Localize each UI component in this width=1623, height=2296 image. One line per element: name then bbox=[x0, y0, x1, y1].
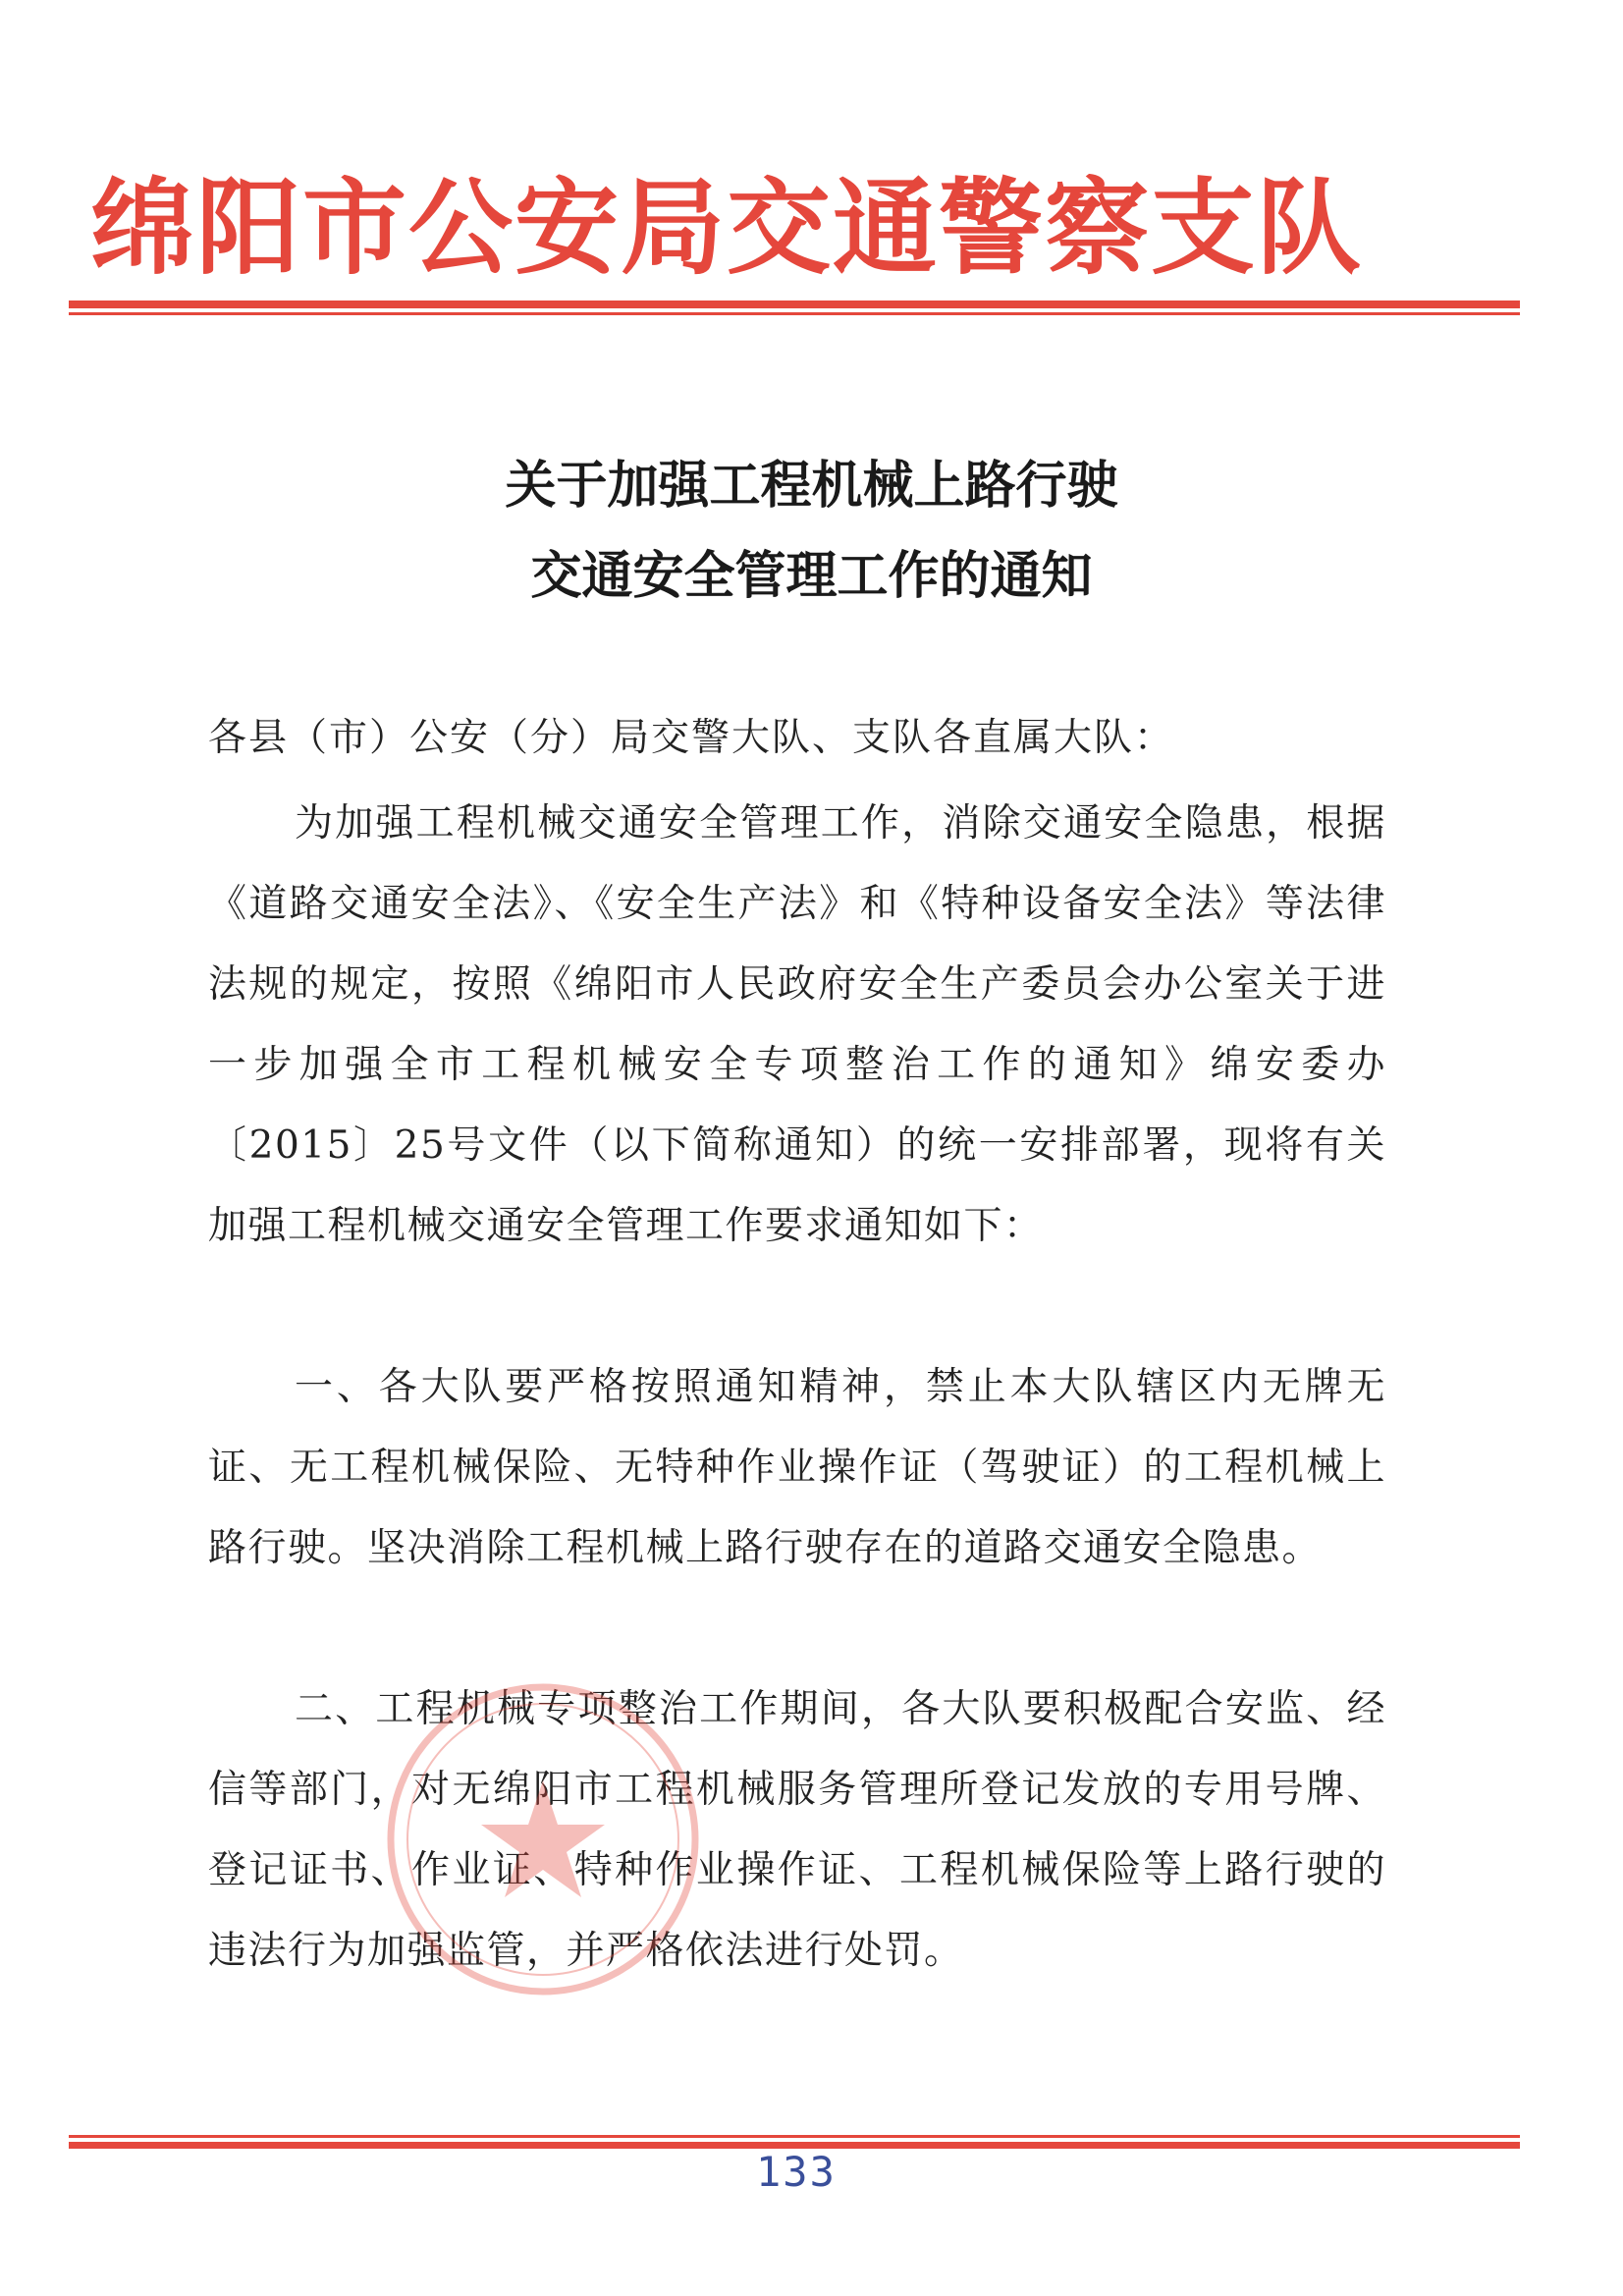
body-paragraph: 为加强工程机械交通安全管理工作，消除交通安全隐患，根据《道路交通安全法》、《安全生产法》和《特种设备安全法》等法律法规的规定，按照《绵阳市人民政府安全生产委员会办公室关于进一步加强全市工程机械安全专项整治工作的通知》绵安委办〔2015〕25号文件（以下简称通知）的统一安排部署，现将有关加强工程机械交通安全管理工作要求通知如下： bbox=[208, 801, 1386, 1248]
addressee: 各县（市）公安（分）局交警大队、支队各直属大队： bbox=[208, 716, 1175, 760]
header-rule-thin bbox=[69, 312, 1520, 315]
issuer-header: 绵阳市公安局交通警察支队 bbox=[90, 168, 1363, 289]
body-paragraph: 一、各大队要严格按照通知精神，禁止本大队辖区内无牌无证、无工程机械保险、无特种作业操作证（驾驶证）的工程机械上路行驶。坚决消除工程机械上路行驶存在的道路交通安全隐患。 bbox=[208, 1365, 1386, 1570]
footer-rule-thin bbox=[69, 2135, 1520, 2138]
header-rule-thick bbox=[69, 301, 1520, 308]
body-paragraph: 二、工程机械专项整治工作期间，各大队要积极配合安监、经信等部门，对无绵阳市工程机械服务管理所登记发放的专用号牌、登记证书、作业证、特种作业操作证、工程机械保险等上路行驶的违法行为加强监管，并严格依法进行处罚。 bbox=[208, 1687, 1386, 1973]
document-title-line1: 关于加强工程机械上路行驶 bbox=[505, 457, 1118, 516]
official-seal-icon bbox=[381, 1677, 705, 2001]
page-number: 133 bbox=[756, 2148, 837, 2196]
document-title-line2: 交通安全管理工作的通知 bbox=[530, 547, 1093, 606]
